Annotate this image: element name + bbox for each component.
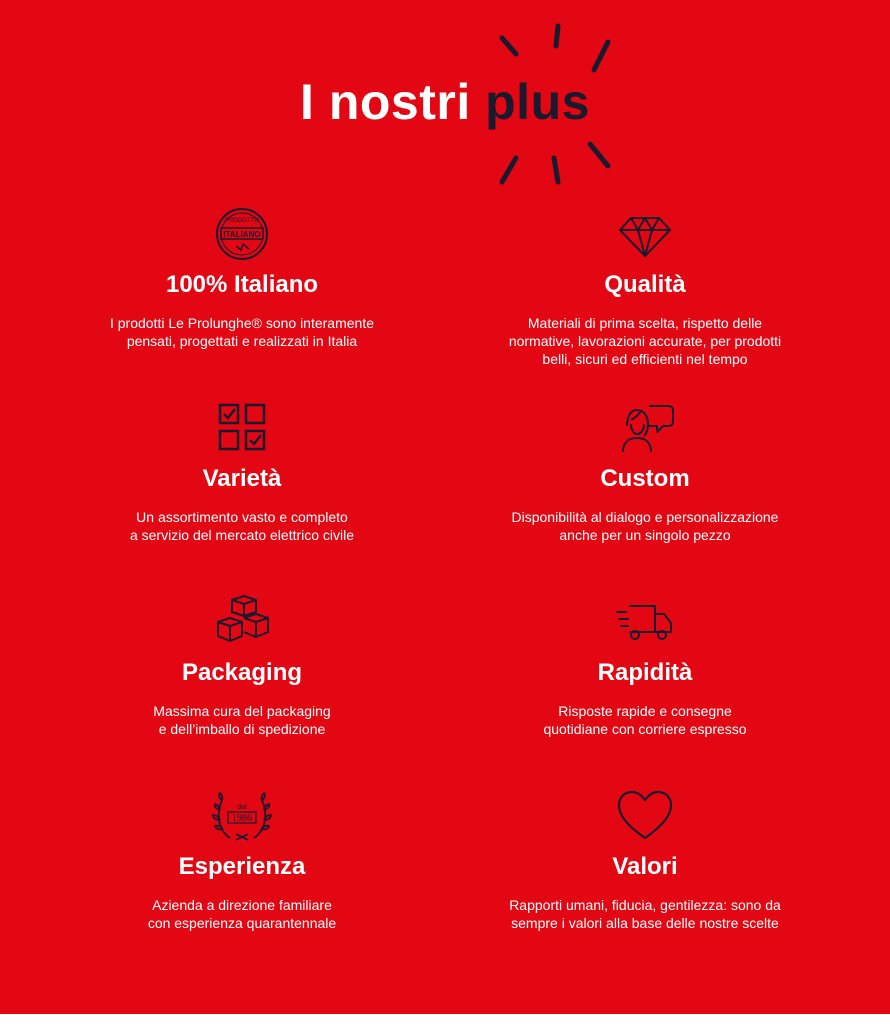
item-description: I prodotti Le Prolunghe® sono interamente pensati, progettati e realizzati in Italia xyxy=(109,315,375,349)
laurel-top-text: dal xyxy=(237,804,247,811)
sparkle-rays-icon xyxy=(490,20,630,190)
boxes-icon xyxy=(62,594,422,650)
item-title: 100% Italiano xyxy=(165,271,319,298)
item-title: Esperienza xyxy=(178,853,306,880)
item-title: Custom xyxy=(600,465,690,492)
item-description: Rapporti umani, fiducia, gentilezza: sono da sempre i valori alla base delle nostre scelte xyxy=(509,897,781,931)
delivery-truck-icon xyxy=(465,594,825,650)
item-title: Qualità xyxy=(604,271,686,298)
plus-item-varieta xyxy=(62,400,422,544)
item-title: Valori xyxy=(612,853,678,880)
page-title xyxy=(0,72,890,132)
stamp-band-text: ITALIANO xyxy=(223,230,261,239)
bottom-divider xyxy=(0,1014,890,1024)
plus-item-rapidita xyxy=(465,594,825,738)
item-title: Varietà xyxy=(202,465,282,492)
plus-item-custom xyxy=(465,400,825,544)
title-part-1: I nostri xyxy=(300,74,471,130)
item-description: Disponibilità al dialogo e personalizzazione anche per un singolo pezzo xyxy=(511,509,779,543)
diamond-icon xyxy=(465,206,825,262)
laurel-1986-icon xyxy=(62,788,422,844)
item-description: Risposte rapide e consegne quotidiane con corriere espresso xyxy=(543,703,747,737)
item-description: Un assortimento vasto e completo a servizio del mercato elettrico civile xyxy=(129,509,355,543)
plus-item-valori xyxy=(465,788,825,932)
item-title: Rapidità xyxy=(597,659,693,686)
plus-item-italiano xyxy=(62,206,422,350)
person-chat-icon xyxy=(465,400,825,456)
item-title: Packaging xyxy=(181,659,303,686)
heart-icon xyxy=(465,788,825,844)
item-description: Azienda a direzione familiare con esperienza quarantennale xyxy=(147,897,337,931)
title-part-2: plus xyxy=(485,74,590,130)
item-description: Materiali di prima scelta, rispetto delle normative, lavorazioni accurate, per prodotti belli, sicuri ed efficienti nel tempo xyxy=(508,315,782,367)
checklist-grid-icon xyxy=(62,400,422,456)
plus-item-qualita xyxy=(465,206,825,368)
item-description: Massima cura del packaging e dell’imballo di spedizione xyxy=(153,703,331,737)
italian-stamp-icon xyxy=(62,206,422,262)
plus-item-esperienza xyxy=(62,788,422,932)
stamp-top-text: PRODOTTO xyxy=(225,218,259,224)
plus-item-packaging xyxy=(62,594,422,738)
laurel-year-text: 1986 xyxy=(232,813,252,824)
